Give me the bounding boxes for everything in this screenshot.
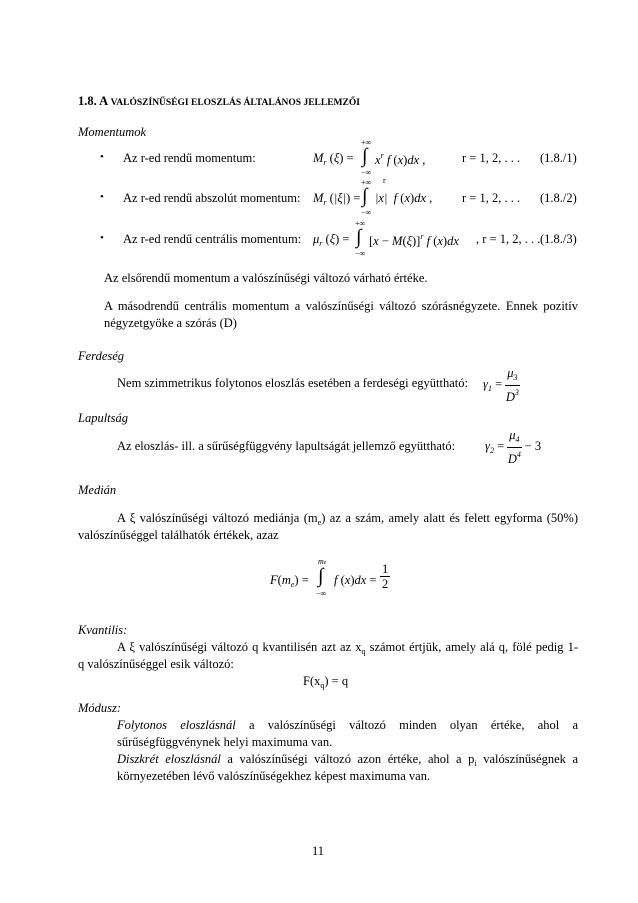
absolute-momentum-label: Az r-ed rendű abszolút momentum:: [123, 191, 301, 205]
integral-sign: ∫: [362, 185, 368, 207]
modusz-continuous-line-1: Folytonos eloszlásnál a valószínűségi változó minden olyan értéke, ahol a: [117, 718, 579, 732]
kvantilis-formula: $F(x_q) = q$: [303, 674, 349, 690]
momentum-label: Az r-ed rendű momentum:: [123, 151, 256, 165]
section-heading: [78, 94, 360, 109]
kvantilis-line-1: A ξ valószínűségi változó q kvantilisén azt az $x_q$ számot értjük, amely alá q, fölé pedig 1-: [117, 640, 578, 656]
absolute-momentum-range: r = 1, 2, . . .: [462, 191, 521, 205]
bullet-1: •: [100, 151, 104, 163]
lapultsag-heading: Lapultság: [78, 411, 129, 425]
ferdeseg-text: Nem szimmetrikus folytonos eloszlás esetében a ferdeségi együttható:: [117, 376, 468, 390]
skewness-formula: $\gamma_1$ = $\frac{\mu_3}{D^3}$: [483, 366, 519, 404]
page-number: 11: [312, 844, 325, 858]
momentumok-heading: Momentumok: [78, 125, 147, 139]
momentum-lower-limit: −∞: [361, 168, 372, 177]
abs-upper-limit: +∞: [361, 178, 372, 187]
modusz-continuous-line-2: sűrűségfüggvénynek helyi maximuma van.: [117, 735, 333, 749]
central-lower-limit: −∞: [355, 249, 366, 258]
absolute-momentum-integrand: |x| f (x)dx ,: [375, 191, 433, 205]
equation-number-1: (1.8./1): [540, 151, 577, 165]
integral-sign: ∫: [356, 226, 362, 248]
momentum-integrand: $x^r$ f (x)dx ,: [375, 151, 426, 167]
central-momentum-integrand: $[x - M(\xi)]^r$ f (x)dx: [369, 232, 459, 248]
lapultsag-text: Az eloszlás- ill. a sűrűségfüggvény lapultságát jellemző együttható:: [117, 439, 456, 453]
modusz-discrete-line-2: környezetében lévő valószínűségekhez képest maximuma van.: [117, 769, 431, 783]
momentum-paragraph-2-line-1: A másodrendű centrális momentum a valószínűségi változó szórásnégyzete. Ennek pozitív: [104, 299, 578, 313]
equation-number-2: (1.8./2): [540, 191, 577, 205]
median-value: $\frac{1}{2}$: [382, 562, 389, 591]
momentum-formula: $M_r$ (ξ) =: [313, 151, 354, 167]
kvantilis-heading: Kvantilis:: [78, 623, 128, 637]
modusz-discrete-line-1: Diszkrét eloszlásnál a valószínűségi változó azon értéke, ahol a $p_i$ valószínűségnek a: [117, 752, 579, 768]
median-heading: Medián: [78, 483, 117, 497]
absolute-momentum-formula: $M_r$ (|ξ|) =: [313, 191, 361, 207]
momentum-paragraph-1: Az elsőrendű momentum a valószínűségi változó várható értéke.: [104, 271, 428, 285]
central-momentum-label: Az r-ed rendű centrális momentum:: [123, 232, 302, 246]
median-formula: $F(m_e)$ =: [270, 573, 309, 589]
modusz-heading: Módusz:: [78, 701, 122, 715]
kvantilis-line-2: q valószínűséggel esik változó:: [78, 657, 234, 671]
kurtosis-formula: $\gamma_2$ = $\frac{\mu_4}{D^4}$ − 3: [485, 428, 542, 466]
median-line-1: A ξ valószínűségi változó mediánja $(m_e)$ az a szám, amely alatt és felett egyforma (50%): [117, 511, 578, 527]
integral-sign: ∫: [318, 565, 324, 587]
momentum-paragraph-2-line-2: négyzetgyöke a szórás (D): [104, 316, 237, 330]
abs-exponent: r: [383, 176, 386, 185]
bullet-3: •: [100, 232, 104, 244]
central-momentum-range: , r = 1, 2, . . .: [476, 232, 541, 246]
median-integrand: f (x)dx =: [334, 573, 377, 587]
abs-lower-limit: −∞: [361, 208, 372, 217]
integral-sign: ∫: [362, 145, 368, 167]
momentum-upper-limit: +∞: [361, 138, 372, 147]
median-lower-limit: −∞: [316, 589, 327, 598]
central-upper-limit: +∞: [355, 219, 366, 228]
equation-number-3: (1.8./3): [540, 232, 577, 246]
median-line-2: valószínűséggel találhatók értékek, azaz: [78, 528, 279, 542]
ferdeseg-heading: Ferdeség: [78, 349, 125, 363]
median-upper-limit: me: [318, 557, 327, 566]
momentum-range: r = 1, 2, . . .: [462, 151, 521, 165]
section-title: VALÓSZÍNŰSÉGI ELOSZLÁS ÁLTALÁNOS JELLEMZŐI: [110, 98, 360, 108]
central-momentum-formula: $\mu_r$ (ξ) =: [313, 232, 350, 248]
section-number: 1.8. A: [78, 94, 108, 108]
bullet-2: •: [100, 191, 104, 203]
